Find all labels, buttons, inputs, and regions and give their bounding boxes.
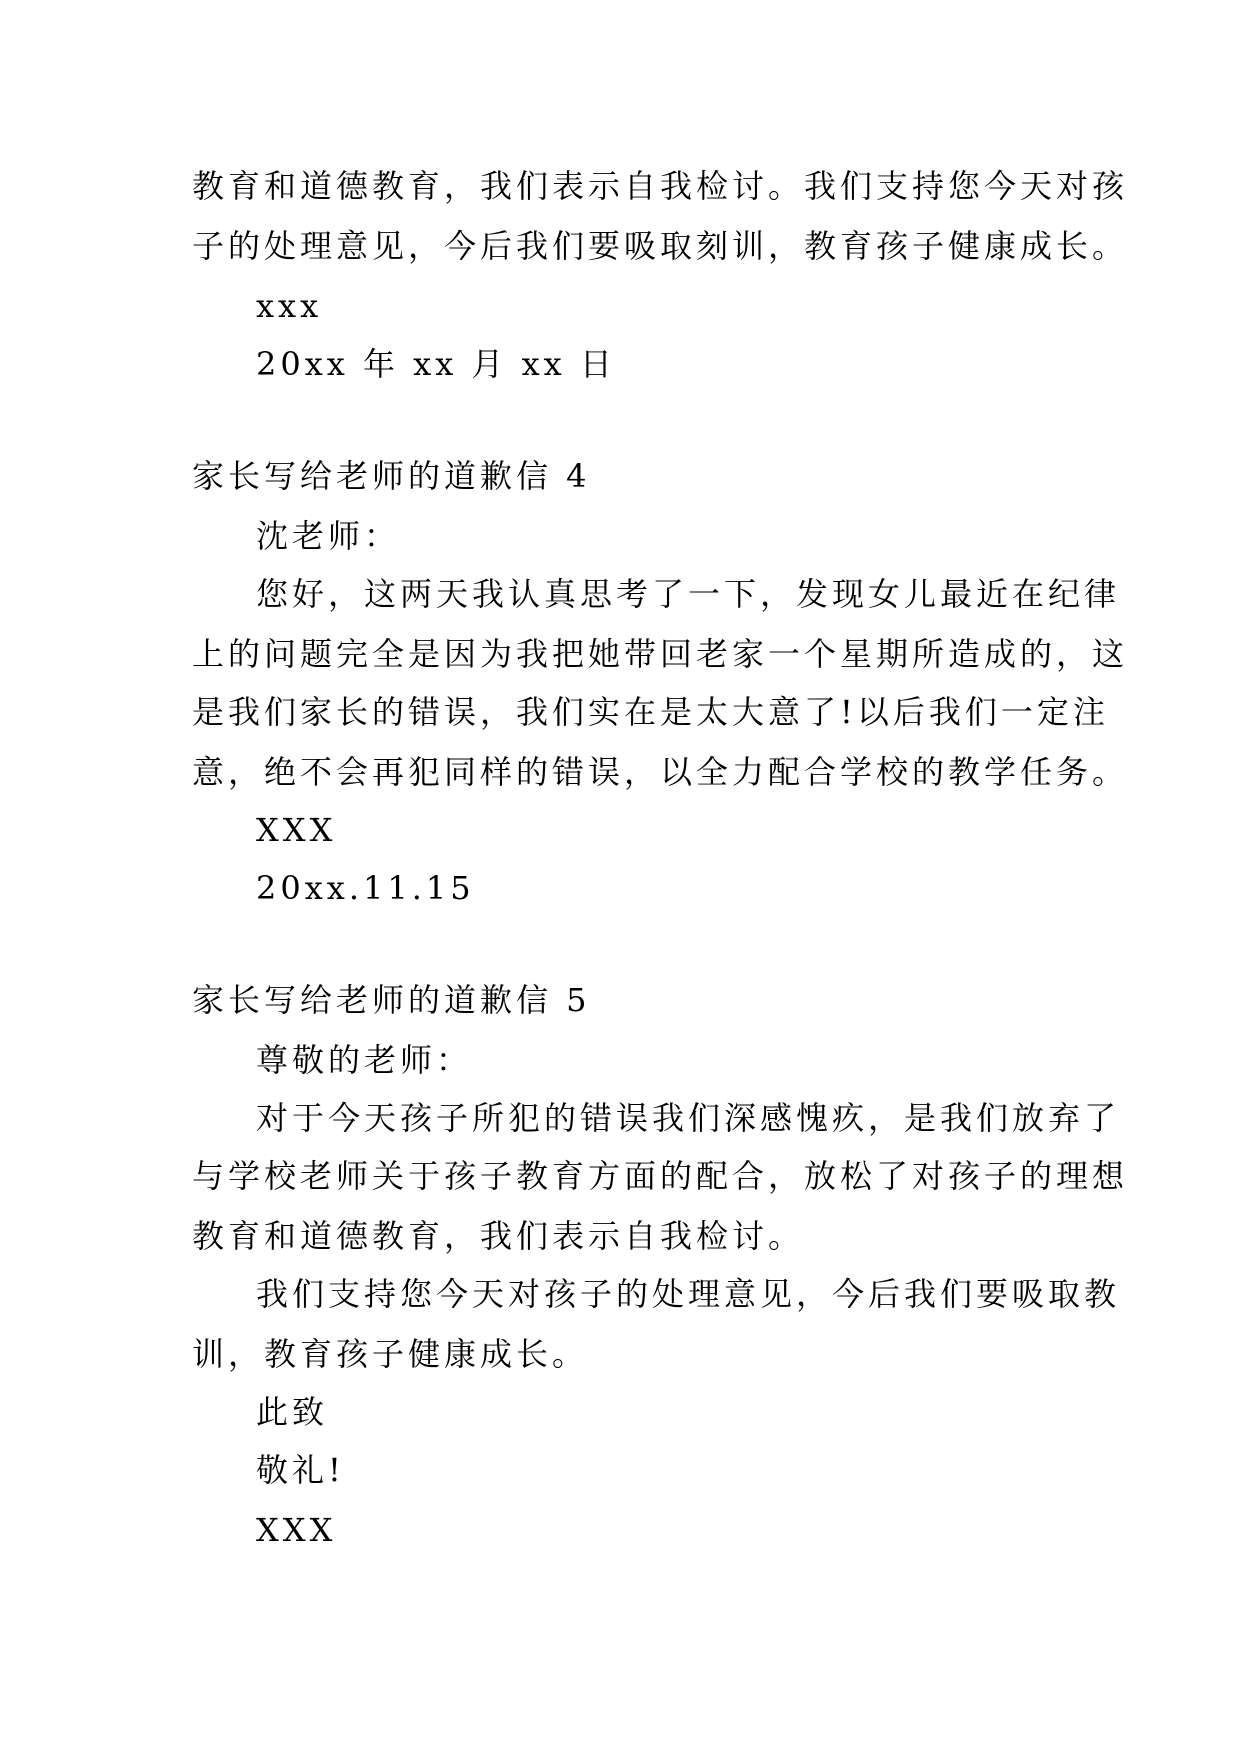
letter-title: 家长写给老师的道歉信 5 — [192, 981, 591, 1019]
paragraph-line: 您好，这两天我认真思考了一下，发现女儿最近在纪律 — [256, 575, 1121, 613]
paragraph-line: 子的处理意见，今后我们要吸取刻训，教育孩子健康成长。 — [192, 227, 1129, 265]
signature: xxx — [256, 287, 323, 325]
closing-line: 此致 — [256, 1393, 329, 1431]
salutation: 沈老师： — [256, 517, 401, 555]
closing-line: 敬礼! — [256, 1451, 345, 1489]
letter-title: 家长写给老师的道歉信 4 — [192, 457, 591, 495]
paragraph-line: 我们支持您今天对孩子的处理意见，今后我们要吸取教 — [256, 1275, 1121, 1313]
signature: XXX — [256, 811, 337, 849]
paragraph-line: 是我们家长的错误，我们实在是太大意了!以后我们一定注 — [192, 693, 1109, 731]
date: 20xx 年 xx 月 xx 日 — [256, 345, 616, 383]
paragraph-line: 教育和道德教育，我们表示自我检讨。我们支持您今天对孩 — [192, 167, 1129, 205]
date: 20xx.11.15 — [256, 869, 475, 907]
paragraph-line: 上的问题完全是因为我把她带回老家一个星期所造成的，这 — [192, 635, 1129, 673]
signature: XXX — [256, 1511, 337, 1549]
paragraph-line: 与学校老师关于孩子教育方面的配合，放松了对孩子的理想 — [192, 1157, 1129, 1195]
salutation: 尊敬的老师： — [256, 1041, 473, 1079]
paragraph-line: 训，教育孩子健康成长。 — [192, 1335, 589, 1373]
paragraph-line: 教育和道德教育，我们表示自我检讨。 — [192, 1217, 805, 1255]
paragraph-line: 对于今天孩子所犯的错误我们深感愧疚，是我们放弃了 — [256, 1099, 1121, 1137]
paragraph-line: 意，绝不会再犯同样的错误，以全力配合学校的教学任务。 — [192, 753, 1129, 791]
